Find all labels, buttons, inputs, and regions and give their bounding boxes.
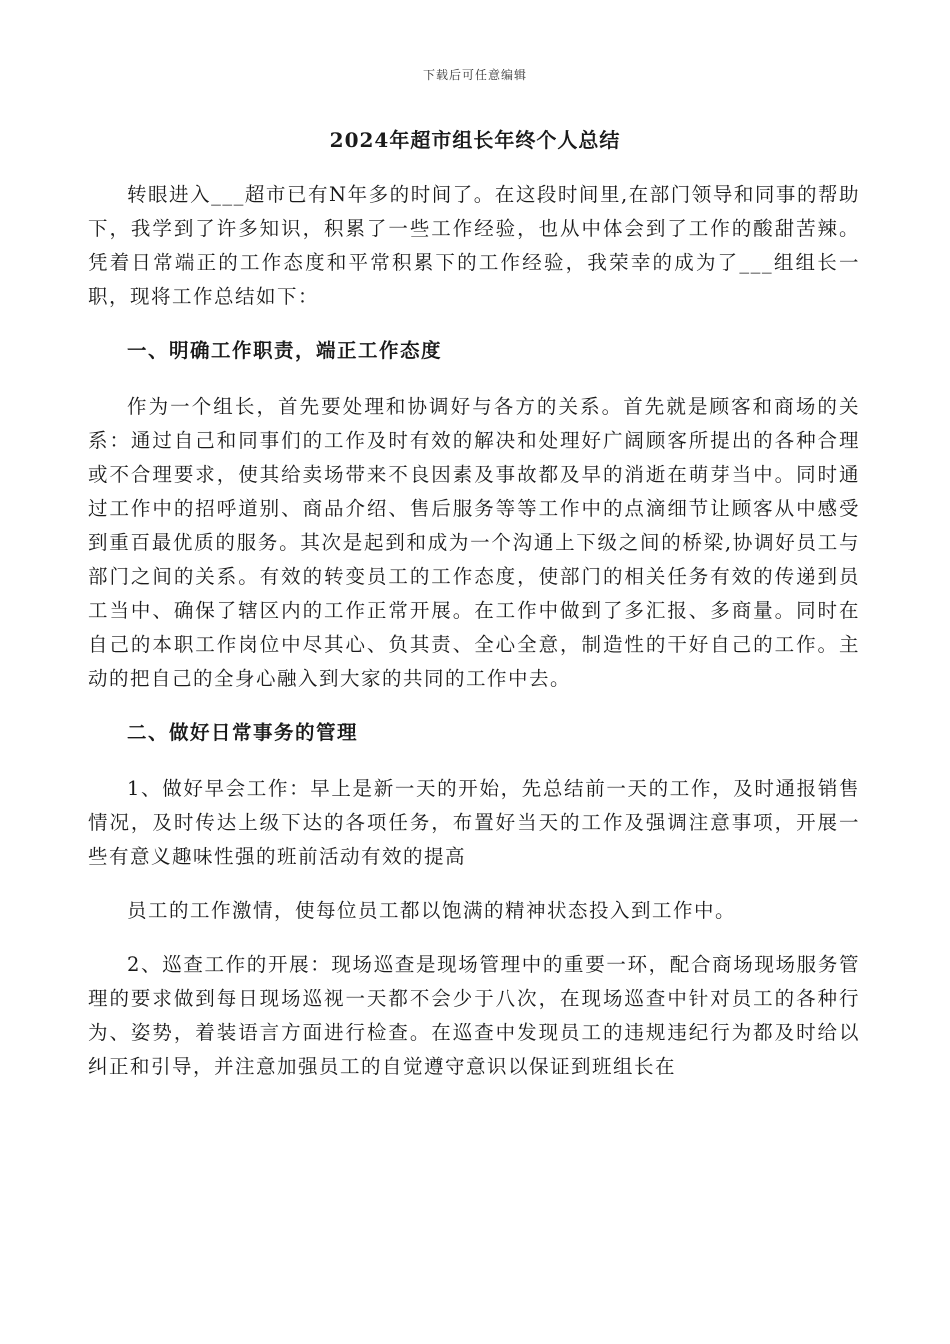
section-2-item-1-continued: 员工的工作激情，使每位员工都以饱满的精神状态投入到工作中。 [127, 899, 737, 922]
document-body [88, 178, 860, 1104]
intro-paragraph: 转眼进入___超市已有N年多的时间了。在这段时间里,在部门领导和同事的帮助下，我学到了许多知识，积累了一些工作经验，也从中体会到了工作的酸甜苦辣。凭着日常端正的工作态度和平常积累下的工作经验，我荣幸的成为了___组组长一职，现将工作总结如下： [88, 183, 860, 308]
header-note: 下载后可任意编辑 [422, 68, 527, 82]
section-2-item-1: 1、做好早会工作：早上是新一天的开始，先总结前一天的工作，及时通报销售情况，及时传达上级下达的各项任务，布置好当天的工作及强调注意事项，开展一些有意义趣味性强的班前活动有效的提高 [88, 777, 860, 868]
section-heading-1: 一、明确工作职责，端正工作态度 [127, 339, 443, 362]
section-2-item-2: 2、巡查工作的开展：现场巡查是现场管理中的重要一环，配合商场现场服务管理的要求做到每日现场巡视一天都不会少于八次，在现场巡查中针对员工的各种行为、姿势，着装语言方面进行检查。在巡查中发现员工的违规违纪行为都及时给以纠正和引导，并注意加强员工的自觉遵守意识以保证到班组长在 [88, 953, 860, 1078]
section-heading-2: 二、做好日常事务的管理 [127, 721, 359, 744]
section-1-paragraph: 作为一个组长，首先要处理和协调好与各方的关系。首先就是顾客和商场的关系：通过自己和同事们的工作及时有效的解决和处理好广阔顾客所提出的各种合理或不合理要求，使其给卖场带来不良因素及事故都及早的消逝在萌芽当中。同时通过工作中的招呼道别、商品介绍、售后服务等等工作中的点滴细节让顾客从中感受到重百最优质的服务。其次是起到和成为一个沟通上下级之间的桥梁,协调好员工与部门之间的关系。有效的转变员工的工作态度，使部门的相关任务有效的传递到员工当中、确保了辖区内的工作正常开展。在工作中做到了多汇报、多商量。同时在自己的本职工作岗位中尽其心、负其责、全心全意，制造性的干好自己的工作。主动的把自己的全身心融入到大家的共同的工作中去。 [88, 395, 860, 690]
document-title: 2024年超市组长年终个人总结 [329, 128, 621, 152]
